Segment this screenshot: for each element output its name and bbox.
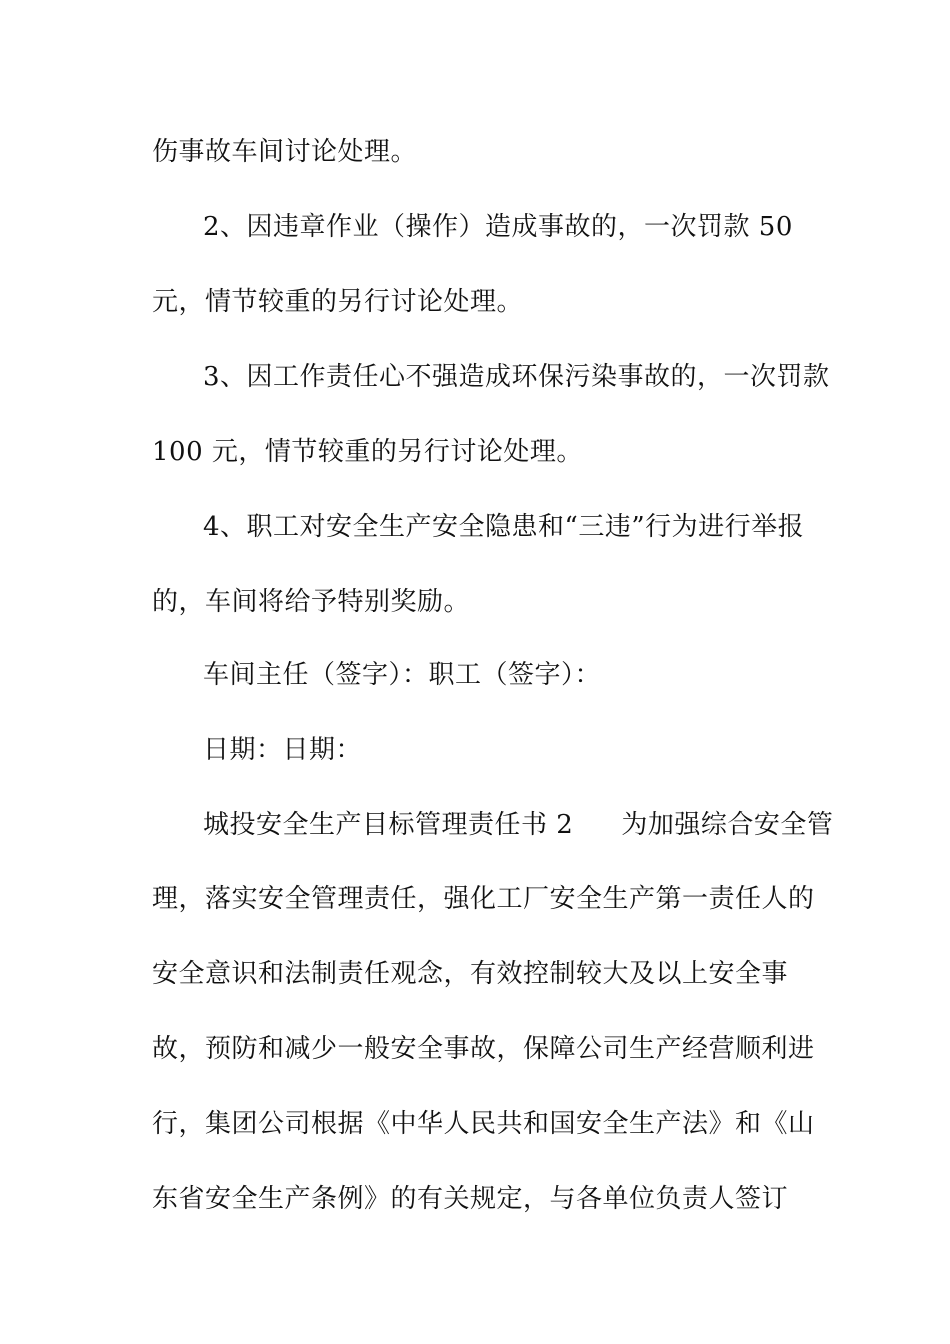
clause-4-line-2: 的，车间将给予特别奖励。 <box>152 587 471 617</box>
clause-3-line-1: 3、因工作责任心不强造成环保污染事故的，一次罚款 <box>203 362 830 392</box>
clause-4-line-1: 4、职工对安全生产安全隐患和“三违”行为进行举报 <box>203 512 805 542</box>
clause-2-line-2: 元，情节较重的另行讨论处理。 <box>152 287 524 317</box>
paragraph-line-4: 故，预防和减少一般安全事故，保障公司生产经营顺利进 <box>152 1034 815 1064</box>
clause-2-line-1: 2、因违章作业（操作）造成事故的，一次罚款 50 <box>203 212 793 242</box>
section-title: 城投安全生产目标管理责任书 2 <box>203 810 574 840</box>
text-line-1: 伤事故车间讨论处理。 <box>152 137 418 167</box>
paragraph-line-2: 理，落实安全管理责任，强化工厂安全生产第一责任人的 <box>152 884 815 914</box>
signature-line: 车间主任（签字）：职工（签字）： <box>203 660 602 690</box>
date-line: 日期：日期： <box>203 735 363 765</box>
paragraph-line-6: 东省安全生产条例》的有关规定，与各单位负责人签订 <box>152 1184 789 1214</box>
paragraph-start: 为加强综合安全管 <box>621 810 834 840</box>
paragraph-line-3: 安全意识和法制责任观念，有效控制较大及以上安全事 <box>152 959 789 989</box>
section-heading-line <box>203 808 833 842</box>
paragraph-line-5: 行，集团公司根据《中华人民共和国安全生产法》和《山 <box>152 1109 815 1139</box>
clause-3-line-2: 100 元，情节较重的另行讨论处理。 <box>152 437 583 467</box>
